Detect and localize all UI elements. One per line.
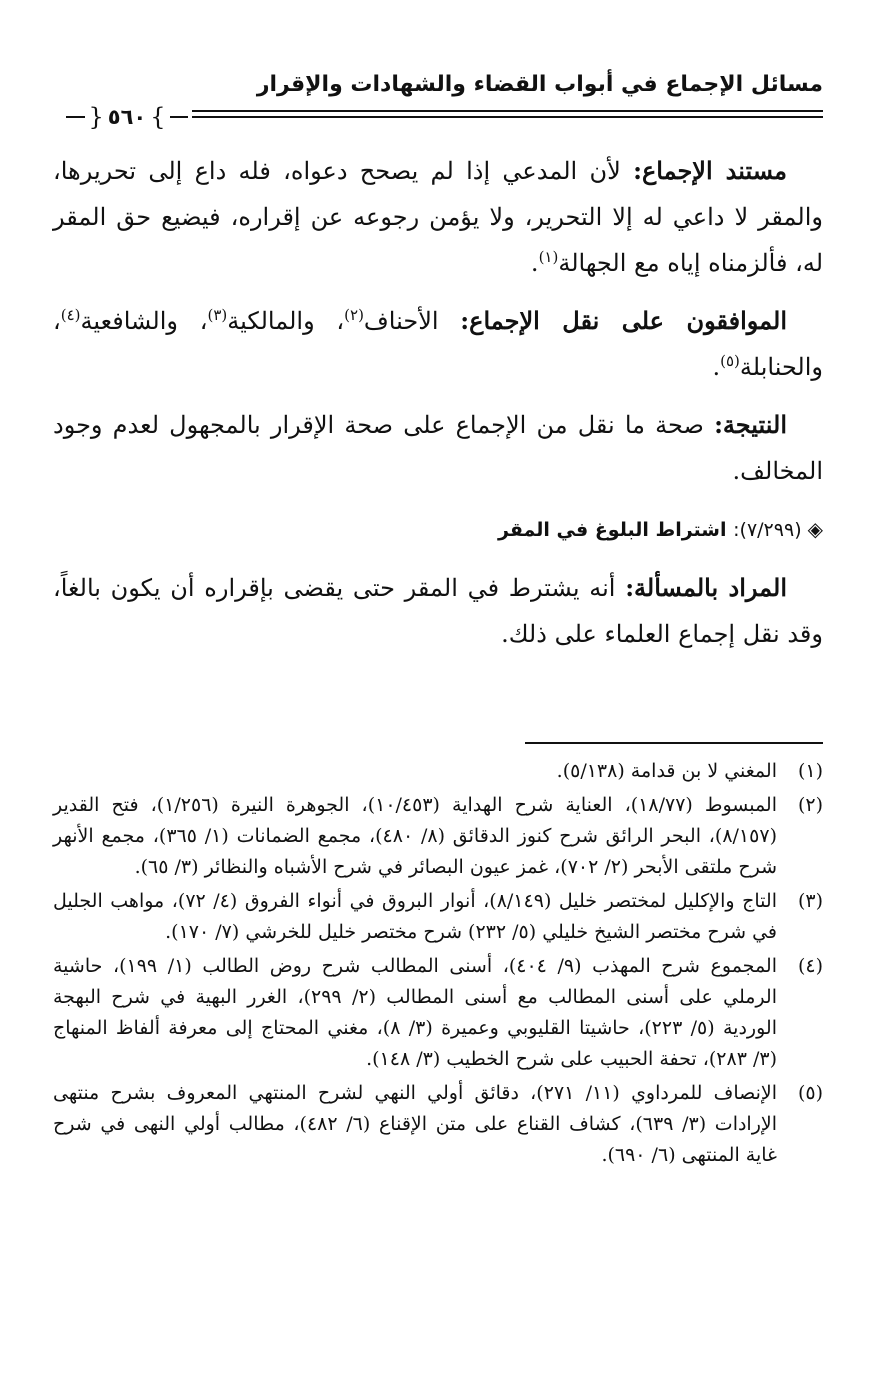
footnote	[53, 1078, 823, 1171]
footnote-ref-2: (٢)	[344, 306, 364, 324]
footnote	[53, 756, 823, 787]
footnote-ref-5: (٥)	[720, 352, 740, 370]
page-number-ornament-right-icon: {	[88, 103, 104, 131]
issue-heading	[53, 506, 823, 553]
page-number-ornament-left-icon: }	[150, 103, 166, 131]
footnote-text: الإنصاف للمرداوي (١١/ ٢٧١)، دقائق أولي النهي لشرح المنتهي المعروف بشرح منتهى الإرادات (٣/ ٦٣٩)، كشاف القناع على متن الإقناع (٦/ ٤٨٢)، مطالب أولي النهى في شرح غاية المنتهى (٦/ ٦٩٠).	[53, 1082, 777, 1166]
footnote-text: المبسوط (١٨/٧٧)، العناية شرح الهداية (١٠/٤٥٣)، الجوهرة النيرة (١/٢٥٦)، فتح القدير (٨/١٥٧)، البحر الرائق شرح كنوز الدقائق (٨/ ٤٨٠)، مجمع الضمانات (١/ ٣٦٥)، مجمع الأنهر شرح ملتقى الأبحر (٢/ ٧٠٢)، غمز عيون البصائر في شرح الأشباه والنظائر (٣/ ٦٥).	[53, 794, 777, 878]
main-text	[53, 148, 823, 669]
page-number-frame	[62, 100, 192, 134]
footnote-text: التاج والإكليل لمختصر خليل (٨/١٤٩)، أنوار البروق في أنواء الفروق (٤/ ٧٢)، مواهب الجليل في شرح مختصر الشيخ خليلي (٥/ ٢٣٢) شرح مختصر خليل للخرشي (٧/ ١٧٠).	[53, 890, 777, 943]
footnote-text: المجموع شرح المهذب (٩/ ٤٠٤)، أسنى المطالب شرح روض الطالب (١/ ١٩٩)، حاشية الرملي على أسنى المطالب مع أسنى المطالب (٢/ ٢٩٩)، الغرر البهية في شرح البهجة الوردية (٥/ ٢٢٣)، حاشيتا القليوبي وعميرة (٣/ ٨)، مغني المحتاج إلى معرفة ألفاظ المنهاج (٣/ ٢٨٣)، تحفة الحبيب على شرح الخطيب (٣/ ١٤٨).	[53, 955, 777, 1070]
footnote	[53, 790, 823, 883]
footnotes	[53, 756, 823, 1174]
paragraph-basis	[53, 148, 823, 286]
footnote-number: (٤)	[797, 955, 823, 977]
footnote	[53, 886, 823, 948]
issue-title: اشتراط البلوغ في المقر	[498, 519, 734, 541]
paragraph-result-text: صحة ما نقل من الإجماع على صحة الإقرار بالمجهول لعدم وجود المخالف.	[53, 411, 823, 485]
paragraph-meaning	[53, 565, 823, 657]
footnote-number: (١)	[797, 760, 823, 782]
footnote-ref-3: (٣)	[207, 306, 228, 324]
running-title: مسائل الإجماع في أبواب القضاء والشهادات والإقرار	[256, 72, 823, 97]
paragraph-result-lead: النتيجة:	[714, 410, 787, 439]
footnote-text: المغني لا بن قدامة (٥/١٣٨).	[556, 760, 777, 782]
paragraph-agreeing-lead: الموافقون على نقل الإجماع:	[460, 306, 788, 335]
page-number-rule-left	[170, 116, 188, 118]
paragraph-basis-text: لأن المدعي إذا لم يصحح دعواه، فله داع إلى تحريرها، والمقر لا داعي له إلا التحرير، ولا يؤمن رجوعه عن إقراره، فيضيع حق المقر له، فألزمناه إياه مع الجهالة	[53, 157, 823, 277]
paragraph-basis-lead: مستند الإجماع:	[633, 156, 787, 185]
footnote-number: (٢)	[797, 794, 823, 816]
agreeing-hanafi: الأحناف	[363, 307, 461, 335]
page-number-rule-right	[66, 116, 84, 118]
paragraph-agreeing-end: .	[712, 353, 721, 381]
footnote-separator	[525, 742, 823, 744]
footnote	[53, 951, 823, 1075]
paragraph-agreeing	[53, 298, 823, 390]
agreeing-shafii: ، والشافعية	[80, 307, 208, 335]
footnote-ref-1: (١)	[538, 248, 559, 266]
diamond-icon: ◈	[807, 517, 823, 541]
paragraph-basis-end: .	[530, 249, 539, 277]
page-number: ٥٦٠	[107, 105, 147, 129]
issue-number: (٧/٢٩٩):	[733, 519, 802, 541]
footnote-number: (٣)	[797, 890, 823, 912]
header-rule-top	[170, 110, 823, 112]
agreeing-hanbali: ، والحنابلة	[53, 307, 823, 381]
agreeing-maliki: ، والمالكية	[227, 307, 345, 335]
header-rule-bottom	[170, 116, 823, 118]
footnote-number: (٥)	[797, 1082, 823, 1104]
paragraph-result	[53, 402, 823, 494]
footnote-ref-4: (٤)	[60, 306, 81, 324]
paragraph-meaning-text: أنه يشترط في المقر حتى يقضى بإقراره أن يكون بالغاً، وقد نقل إجماع العلماء على ذلك.	[53, 574, 823, 648]
paragraph-meaning-lead: المراد بالمسألة:	[625, 573, 788, 602]
